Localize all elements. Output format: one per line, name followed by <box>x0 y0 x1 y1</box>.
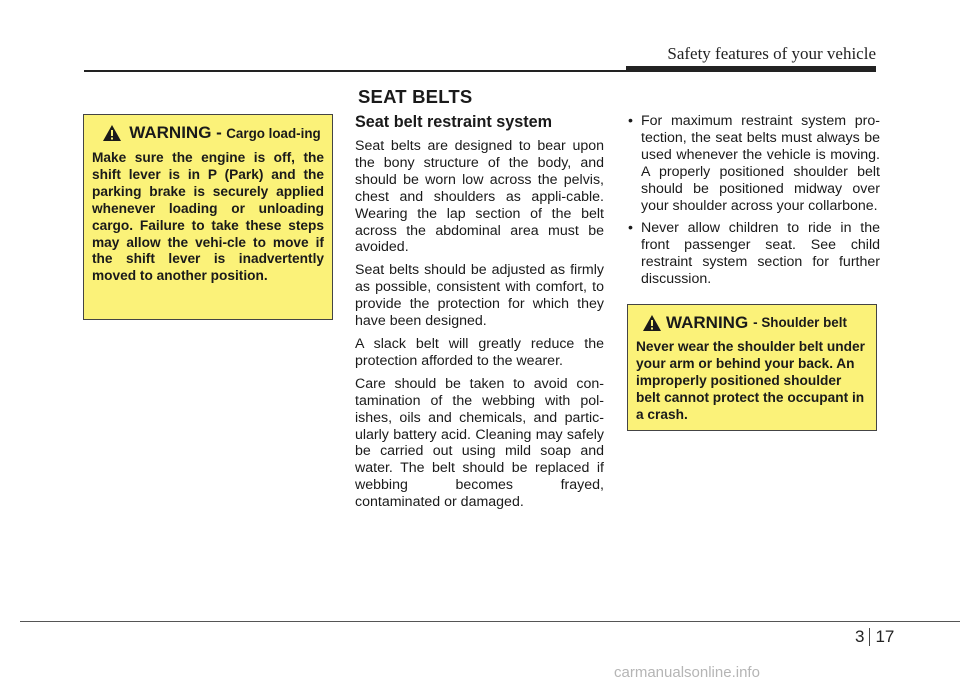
warning-box-shoulder-belt <box>627 304 877 431</box>
paragraph: Seat belts should be adjusted as firmly as possible, consistent with comfort, to provide the protection for which they have been designed. <box>355 262 604 330</box>
paragraph: A slack belt will greatly reduce the protection afforded to the wearer. <box>355 335 604 369</box>
list-item <box>626 220 880 288</box>
warning-heading <box>92 123 324 144</box>
list-item-text: For maximum restraint system pro-tection, the seat belts must always be used whenever the vehicle is moving. A properly positioned shoulder belt should be positioned midway over your shoulder across your collarbone. <box>641 113 880 214</box>
bullet-icon: • <box>628 113 633 129</box>
section-title: SEAT BELTS <box>358 86 473 107</box>
warning-triangle-icon <box>102 124 122 142</box>
watermark: carmanualsonline.info <box>614 664 760 681</box>
page-number <box>855 627 894 647</box>
list-item <box>626 113 880 214</box>
footer-rule <box>20 621 960 622</box>
bullet-icon: • <box>628 220 633 237</box>
warning-triangle-icon <box>642 314 662 332</box>
list-item-text: Never allow children to ride in the front passenger seat. See child restraint system section for further discussion. <box>641 220 880 288</box>
warning-box-cargo <box>83 114 333 320</box>
warning-body: Never wear the shoulder belt under your arm or behind your back. An improperly positioned shoulder belt cannot protect the occupant in a crash. <box>636 339 865 422</box>
chapter-number: 3 <box>855 627 865 646</box>
right-column <box>626 113 880 294</box>
page-number-value: 17 <box>875 627 895 646</box>
page-header-title: Safety features of your vehicle <box>667 44 876 63</box>
warning-subject: - Shoulder belt <box>753 315 847 330</box>
header-rule <box>84 70 876 72</box>
warning-body: Make sure the engine is off, the shift lever is in P (Park) and the parking brake is securely applied whenever loading or unloading cargo. Failure to take these steps may allow the vehi-cle to move if the shift lever is inadvertently moved to another position. <box>92 150 324 284</box>
middle-column <box>355 113 604 517</box>
paragraph: Care should be taken to avoid con-tamination of the webbing with pol-ishes, oils and chemicals, and partic-ularly battery acid. Cleaning may safely be carried out using mild soap and water. The belt should be replaced if webbing becomes frayed, contaminated or damaged. <box>355 375 604 511</box>
warning-subject: Cargo load-ing <box>226 126 321 141</box>
subsection-heading: Seat belt restraint system <box>355 113 553 131</box>
warning-heading <box>636 313 868 333</box>
warning-label: WARNING - <box>129 123 222 142</box>
warning-label: WARNING <box>666 313 749 332</box>
paragraph: Seat belts are designed to bear upon the bony structure of the body, and should be worn low across the pelvis, chest and shoulders as appli-cable. Wearing the lap section of the belt across the abdominal area must be avoided. <box>355 138 604 256</box>
page-number-divider <box>869 628 870 646</box>
